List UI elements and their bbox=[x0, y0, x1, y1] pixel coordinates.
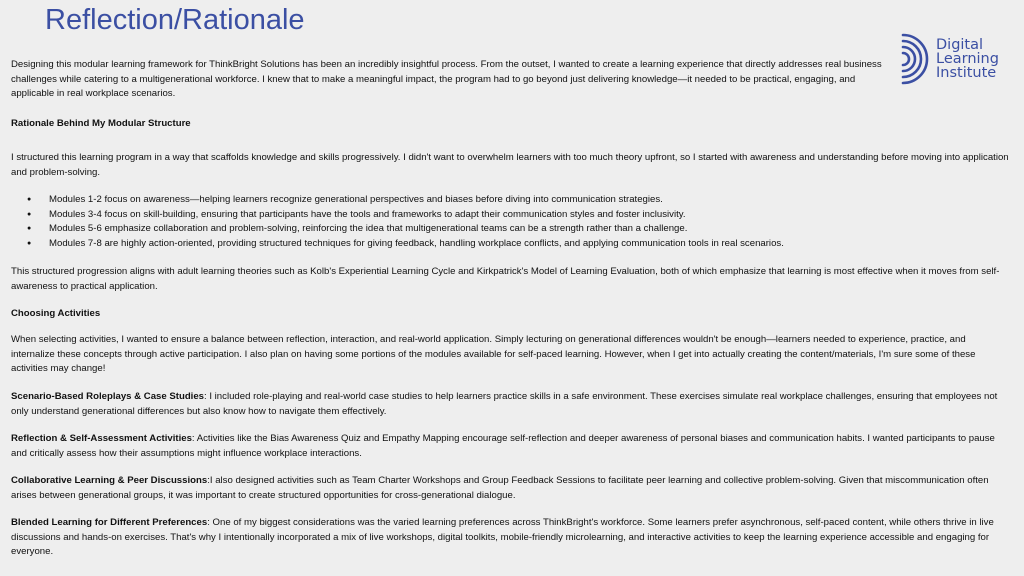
modules-list bbox=[11, 193, 1011, 252]
activity-label: Collaborative Learning & Peer Discussions bbox=[11, 475, 208, 486]
logo-wordmark bbox=[936, 38, 999, 80]
dli-logo bbox=[899, 30, 1011, 88]
activity-text: : I included role-playing and real-world case studies to help learners practice skills in a safe environment. These exercises simulate real workplace challenges, ensuring that employees not only understand generational differences but also know how to navigate them effectively. bbox=[11, 391, 998, 417]
activity-text: :I also designed activities such as Team Charter Workshops and Group Feedback Sessions to facilitate peer learning and collective problem-solving. Given that miscommunication often arises between generational groups, it was important to create structured opportunities for cross-generational dialogue. bbox=[11, 475, 989, 501]
activity-item bbox=[11, 516, 1011, 560]
logo-line-1: Digital bbox=[936, 37, 984, 53]
rationale-paragraph: I structured this learning program in a way that scaffolds knowledge and skills progressively. I didn't want to overwhelm learners with too much theory upfront, so I started with awareness and understanding before moving into application and problem-solving. bbox=[11, 152, 1009, 178]
list-item: ● Modules 7-8 are highly action-oriented, providing structured techniques for giving feedback, handling workplace conflicts, and applying communication tools in real scenarios. bbox=[11, 237, 1011, 252]
activities-heading: Choosing Activities bbox=[11, 308, 101, 319]
activity-text: : Activities like the Bias Awareness Quiz and Empathy Mapping encourage self-reflection and deeper awareness of personal biases and communication habits. I wanted participants to pause and critically assess how their assumptions might influence workplace interactions. bbox=[11, 433, 995, 459]
page-title: Reflection/Rationale bbox=[45, 4, 305, 36]
logo-line-3: Institute bbox=[936, 65, 997, 81]
activities-paragraph: When selecting activities, I wanted to ensure a balance between reflection, interaction, and real-world application. Simply lecturing on generational differences wouldn't be enough—learners needed to experience, practice, and internalize these concepts through active participation. I also plan on having some portions of the modules available for self-paced learning. However, when I get into actually creating the content/materials, I'm sure some of these activities may change! bbox=[11, 334, 976, 375]
activity-label: Scenario-Based Roleplays & Case Studies bbox=[11, 391, 205, 402]
list-item: ● Modules 3-4 focus on skill-building, ensuring that participants have the tools and frameworks to adapt their communication styles and foster inclusivity. bbox=[11, 208, 1011, 223]
activity-text: : One of my biggest considerations was the varied learning preferences across ThinkBright's workforce. Some learners prefer asynchronous, self-paced content, while others thrive in live discussions and hands-on exercises. That's why I intentionally incorporated a mix of live workshops, digital toolkits, mobile-friendly microlearning, and interactive activities to keep the learning experience accessible and engaging for everyone. bbox=[11, 517, 994, 558]
activity-item bbox=[11, 432, 1011, 461]
concentric-arcs-logo-icon bbox=[899, 31, 931, 87]
list-item: ● Modules 1-2 focus on awareness—helping learners recognize generational perspectives and biases before diving into communication strategies. bbox=[11, 193, 1011, 208]
activity-item bbox=[11, 390, 1011, 419]
rationale-closing: This structured progression aligns with adult learning theories such as Kolb's Experiential Learning Cycle and Kirkpatrick's Model of Learning Evaluation, both of which emphasize that learning is most effective when it moves from self-awareness to practical application. bbox=[11, 266, 1000, 292]
list-item: ● Modules 5-6 emphasize collaboration and problem-solving, reinforcing the idea that multigenerational teams can be a strength rather than a challenge. bbox=[11, 222, 1011, 237]
logo-line-2: Learning bbox=[936, 51, 999, 67]
rationale-heading: Rationale Behind My Modular Structure bbox=[11, 118, 191, 129]
activity-item bbox=[11, 474, 1011, 503]
activity-label: Blended Learning for Different Preferences bbox=[11, 517, 208, 528]
activity-label: Reflection & Self-Assessment Activities bbox=[11, 433, 192, 444]
intro-paragraph: Designing this modular learning framework for ThinkBright Solutions has been an incredibly insightful process. From the outset, I wanted to create a learning experience that directly addresses real business challenges while catering to a multigenerational workforce. I knew that to make a meaningful impact, the program had to go beyond just delivering knowledge—it needed to be practical, engaging, and applicable in real workplace scenarios. bbox=[11, 59, 882, 100]
